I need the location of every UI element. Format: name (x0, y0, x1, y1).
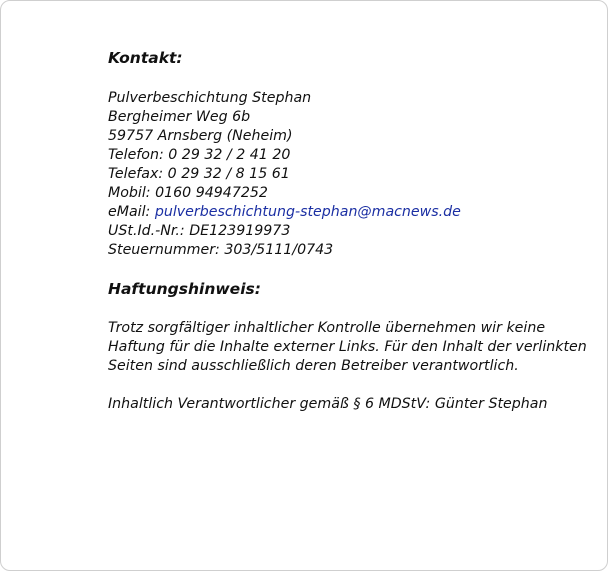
liability-line: Haftung für die Inhalte externer Links. Für den Inhalt der verlinkten (108, 339, 587, 355)
mobile-number: Mobil: 0160 94947252 (108, 185, 268, 201)
contact-heading: Kontakt: (108, 49, 183, 67)
liability-paragraph (108, 319, 603, 376)
imprint-content (108, 47, 603, 433)
liability-line: Seiten sind ausschließlich deren Betreiber verantwortlich. (108, 358, 519, 374)
email-label: eMail: (108, 204, 155, 220)
street-address: Bergheimer Weg 6b (108, 109, 251, 125)
tax-number: Steuernummer: 303/5111/0743 (108, 242, 334, 258)
liability-heading: Haftungshinweis: (108, 280, 261, 298)
company-name: Pulverbeschichtung Stephan (108, 90, 312, 106)
fax-number: Telefax: 0 29 32 / 8 15 61 (108, 166, 290, 182)
email-link[interactable]: pulverbeschichtung-stephan@macnews.de (154, 204, 461, 220)
vat-id: USt.Id.-Nr.: DE123919973 (108, 223, 291, 239)
phone-number: Telefon: 0 29 32 / 2 41 20 (108, 147, 291, 163)
contact-block (108, 89, 603, 260)
city-address: 59757 Arnsberg (Neheim) (108, 128, 293, 144)
email-line (108, 203, 603, 222)
liability-line: Trotz sorgfältiger inhaltlicher Kontrolle übernehmen wir keine (108, 320, 546, 336)
responsible-person: Inhaltlich Verantwortlicher gemäß § 6 MDStV: Günter Stephan (108, 396, 548, 412)
